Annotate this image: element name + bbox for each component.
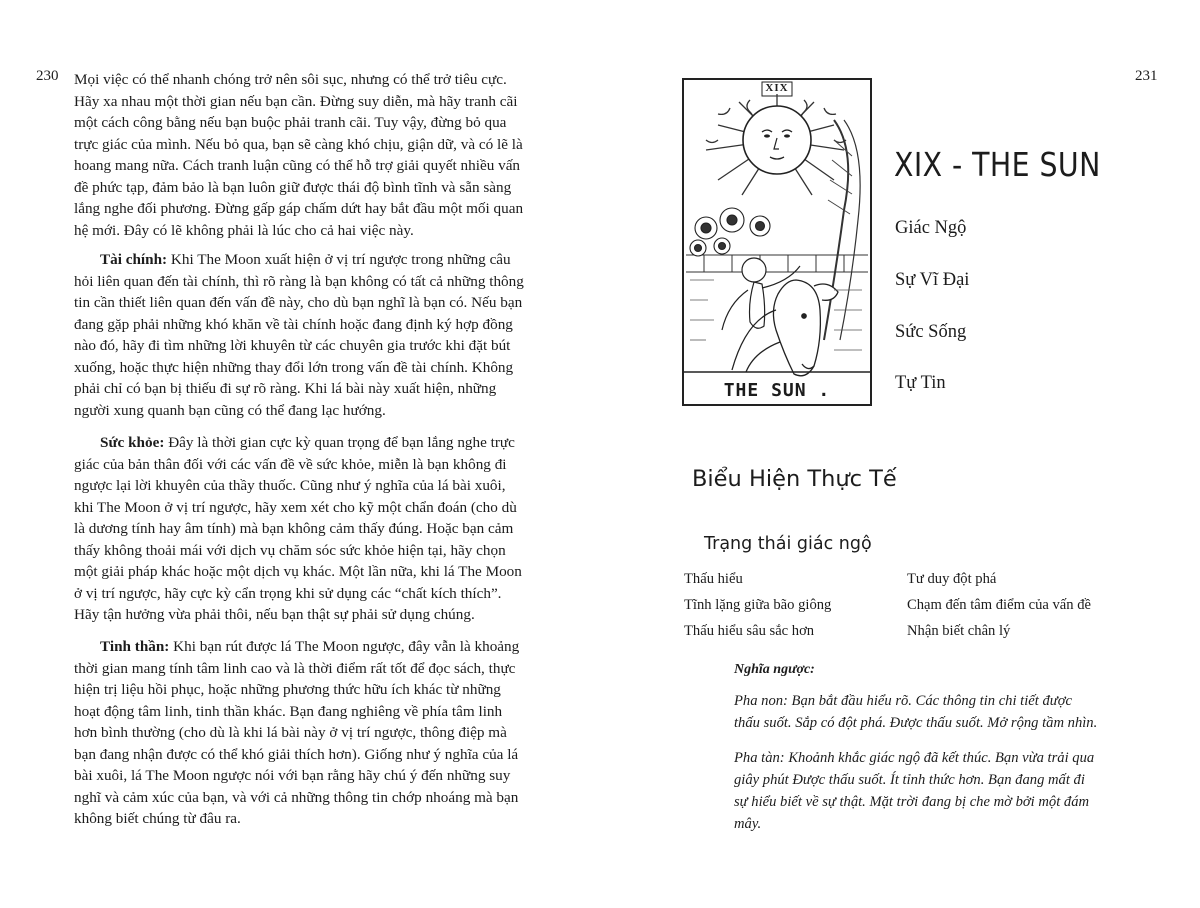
state-item: Thấu hiểu sâu sắc hơn (684, 623, 815, 639)
paragraph-text: Khi bạn rút được lá The Moon ngược, đây vẫn là khoảng thời gian mang tính tâm linh cao và là thời điểm rất tốt để đọc sách, thực hiện trị liệu hồi phục, hoặc những phương thức hữu ích khác từ những hoạt động tâm linh, tinh thần khác. Bạn đang nghiêng về phía tâm linh hơn bình thường (cho dù là khi lá bài này ở vị trí ngược, thông điệp mà bạn đang nhận được có thể khó giải thích hơn). Giống như ý nghĩa của lá bài xuôi, lá The Moon ngược nói với bạn rằng hãy chú ý đến những suy nghĩ và cảm xúc của bạn, và với cả những thông tin chớp nhoáng mà bạn không biết chúng từ đâu ra. (74, 638, 520, 827)
keyword: Sức Sống (895, 322, 967, 342)
section-heading: Biểu Hiện Thực Tế (692, 466, 897, 492)
state-item: Tư duy đột phá (907, 571, 997, 587)
paragraph-text: Đây là thời gian cực kỳ quan trọng để bạn lắng nghe trực giác của bản thân đối với các vấn đề về sức khỏe, miễn là bạn không đi ngược lại lời khuyên của thầy thuốc. Cũng như ý nghĩa của lá bài xuôi, khi The Moon ở vị trí ngược, hãy xem xét cho kỹ một chẩn đoán (cho dù là dương tính hay âm tính) mà bạn không cảm thấy đúng. Hoặc bạn cảm thấy không thoải mái với dịch vụ chăm sóc sức khỏe hiện tại, hãy chọn một giải pháp khác hoặc một dịch vụ khác. Một lần nữa, khi lá The Moon ở vị trí ngược, hãy cực kỳ cẩn trọng khi sử dụng các “chất kích thích”. Hãy tận hưởng vừa phải thôi, nếu bạn thật sự phải sử dụng chúng. (74, 434, 522, 623)
state-item: Chạm đến tâm điểm của vấn đề (907, 597, 1091, 613)
page-number-right: 231 (1135, 68, 1158, 84)
paragraph-health (74, 432, 526, 626)
state-item: Nhận biết chân lý (907, 623, 1011, 639)
page-number-left: 230 (36, 68, 59, 84)
paragraph-text: Mọi việc có thể nhanh chóng trở nên sôi sục, nhưng có thể trở tiêu cực. Hãy xa nhau một thời gian nếu bạn cần. Đừng suy diễn, mà hãy tranh cãi một cách công bằng nếu bạn buộc phải tranh cãi. Tuy vậy, đừng bỏ qua trực giác của mình. Nếu bỏ qua, bạn sẽ càng khó chịu, giận dữ, và có lẽ là hoang mang nữa. Cách tranh luận cũng có thể hỗ trợ giải quyết nhiều vấn đề phức tạp, đảm bảo là bạn luôn giữ được thái độ bình tĩnh và sẵn sàng lắng nghe đối phương. Đừng gấp gáp chấm dứt hay bắt đầu một mối quan hệ mới. Đây có lẽ không phải là lúc cho cả hai việc này. (74, 71, 524, 239)
keyword: Tự Tin (895, 373, 946, 393)
reversed-meaning-label: Nghĩa ngược: (734, 662, 815, 677)
paragraph-lead: Tài chính: (100, 251, 168, 268)
keyword: Sự Vĩ Đại (895, 270, 970, 290)
waning-phase-text: Pha tàn: Khoảnh khắc giác ngộ đã kết thúc. Bạn vừa trải qua giây phút Được thấu suốt. Ít tỉnh thức hơn. Bạn đang mất đi sự hiểu biết về sự thật. Mặt trời đang bị che mờ bởi một đám mây. (734, 750, 1095, 832)
tarot-card-the-sun (682, 78, 872, 406)
keyword: Giác Ngộ (895, 218, 967, 238)
paragraph-relationship (74, 69, 526, 241)
paragraph-text: Khi The Moon xuất hiện ở vị trí ngược trong những câu hỏi liên quan đến tài chính, thì rõ ràng là bạn không có tất cả những thông tin cần thiết liên quan đến vấn đề này, cho dù bạn nghĩ là bạn có. Nếu bạn đang gặp phải những khó khăn về tài chính hoặc đang định ký hợp đồng nào đó, hãy đi tìm những lời khuyên từ các chuyên gia trước khi đặt bút xuống, hoặc thực hiện những thay đổi lớn trong vấn đề tài chính. Không phải chỉ có bạn bị thiếu đi sự rõ ràng. Khi lá bài này xuất hiện, những người xung quanh bạn cũng có thể đang lạc hướng. (74, 251, 524, 419)
paragraph-lead: Sức khỏe: (100, 434, 165, 451)
card-title: XIX - THE SUN (894, 145, 1101, 184)
state-item: Thấu hiểu (684, 571, 743, 587)
waxing-phase-text: Pha non: Bạn bắt đầu hiểu rõ. Các thông tin chi tiết được thấu suốt. Sắp có đột phá. Được thấu suốt. Mở rộng tầm nhìn. (734, 693, 1098, 731)
sub-heading: Trạng thái giác ngộ (704, 534, 872, 554)
state-item: Tĩnh lặng giữa bão giông (684, 597, 832, 613)
paragraph-finance (74, 249, 526, 421)
paragraph-lead: Tinh thần: (100, 638, 170, 655)
paragraph-spirit (74, 636, 526, 830)
sun-card-illustration (684, 80, 870, 404)
card-name-label: THE SUN . (723, 380, 831, 401)
card-numeral: XIX (765, 82, 789, 94)
right-page (600, 0, 1200, 908)
